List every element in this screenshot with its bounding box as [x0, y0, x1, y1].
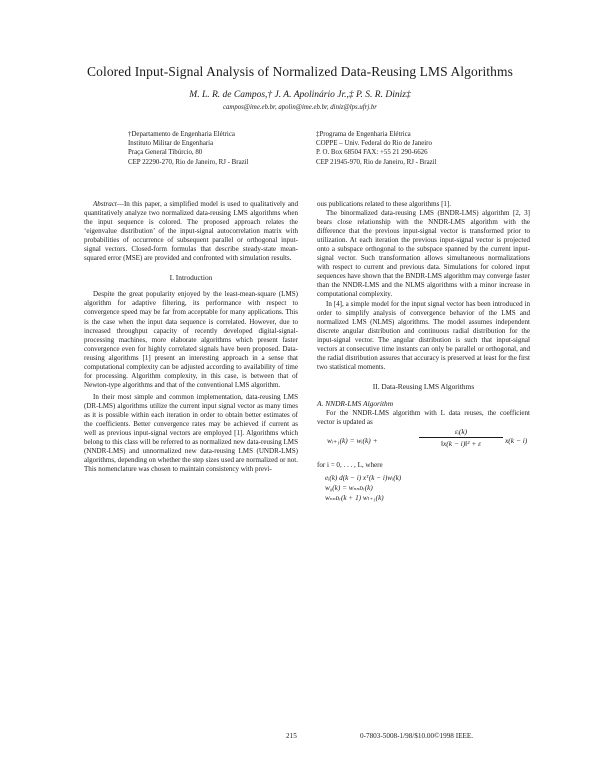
equation-line-error: eᵢ(k) d(k − i) xᵀ(k − i)wᵢ(k)	[325, 474, 402, 483]
abstract-label: Abstract	[93, 200, 117, 208]
affiliation-line: †Departamento de Engenharia Elétrica	[128, 131, 235, 138]
equation-tail: x(k − i)	[505, 436, 528, 446]
paper-title: Colored Input-Signal Analysis of Normalized Data-Reusing LMS Algorithms	[87, 64, 513, 79]
affiliation-line: Praça General Tibúrcio, 80	[128, 149, 203, 157]
equation-for-clause: for i = 0, . . . , L, where	[317, 461, 383, 470]
equation-line-update: wₙₙᴅᵣ(k + 1) wₗ₊₁(k)	[325, 494, 384, 503]
intro-paragraph-2: In their most simple and common implementation, data-reusing LMS (DR-LMS) algorithms utilize the current input signal vector as many times as it is possible within each iteration in order to obtain better estimates of the coefficients. Better convergence rates may be achieved if current as well as previous input-signal vectors are employed [1]. Algorithms which belong to this class will be referred to as normalized new data-reusing LMS (NNDR-LMS) and unnormalized new data-reusing LMS (UNDR-LMS) algorithms, depending on whether the step sizes used are normalized or not. This nomenclature was chosen to maintain consistency with previ-	[84, 392, 298, 474]
page-number: 215	[286, 732, 297, 740]
section-heading-introduction: I. Introduction	[169, 273, 213, 283]
right-paragraph-0: ous publications related to these algorithms [1].	[317, 200, 452, 208]
affiliation-right	[316, 130, 516, 167]
right-column	[317, 200, 530, 503]
equation-denominator: ‖x(k − i)‖² + ε	[440, 439, 482, 449]
copyright-notice: 0-7803-5008-1/98/$10.00©1998 IEEE.	[360, 732, 474, 740]
equation-fraction	[419, 427, 503, 448]
right-paragraph-3: For the NNDR-LMS algorithm with L data reuses, the coefficient vector is updated as	[317, 408, 530, 427]
right-paragraph-2: In [4], a simple model for the input signal vector has been introduced in order to simplify analysis of convergence behavior of the LMS and normalized LMS (NLMS) algorithms. The model assumes independent discrete angular distribution and continuous radial distribution for the input-signal vector. The angular distribution is such that input-signal vectors at consecutive time instants can only be parallel or orthogonal, and the radial distribution assures that accuracy is preserved at least for the first two statistical moments.	[317, 299, 530, 371]
author-emails: campos@ime.eb.br, apolin@ime.eb.br, diniz@lps.ufrj.br	[223, 104, 377, 111]
abstract-text: —In this paper, a simplified model is used to qualitatively and quantitatively analyze two normalized data-reusing LMS algorithms when the input sequence is colored. The proposed approach relates the ‘eigenvalue distribution’ of the input-signal autocorrelation matrix with probabilities of occurrence of subsequent parallel or orthogonal input-signal vectors. Closed-form formulas that describe steady-state mean-squared error (MSE) are provided and confronted with simulation results.	[84, 200, 298, 263]
affiliation-line: P. O. Box 68504 FAX: +55 21 290-6626	[316, 149, 428, 157]
paper-authors: M. L. R. de Campos,† J. A. Apolinário Jr.,‡ P. S. R. Diniz‡	[189, 90, 411, 100]
affiliation-line: Instituto Militar de Engenharia	[128, 140, 214, 148]
right-paragraph-1: The binormalized data-reusing LMS (BNDR-LMS) algorithm [2, 3] bears close relationship with the NNDR-LMS algorithm with the difference that the previous input-signal vector is transformed prior to utilization. At each iteration the previous input-signal vector is projected onto a subspace orthogonal to the subspace spanned by the current input-signal vector. Such transformation allows simultaneous normalizations with respect to current and previous data. Simulations for colored input sequences have shown that the BNDR-LMS algorithm may converge faster than the NNDR-LMS and the NLMS algorithms with a minor increase in computational complexity.	[317, 209, 530, 299]
intro-paragraph-1: Despite the great popularity enjoyed by the least-mean-square (LMS) algorithm for adaptive filtering, its performance with respect to convergence speed may be far from acceptable for many applications. This is the case when the input data sequence is correlated. However, due to increased throughput capacity of recently developed digital-signal-processing machines, more elaborate algorithms which present faster convergence even for highly correlated signals have been proposed. Data-reusing algorithms [1] present an interesting approach in a sense that computational complexity can be adjusted according to availability of time for processing. Algorithm complexity, in this case, is between that of Newton-type algorithms and that of the conventional LMS algorithm.	[84, 290, 298, 389]
affiliation-line: CEP 22290-270, Rio de Janeiro, RJ - Brazil	[128, 158, 249, 166]
affiliation-line: COPPE – Univ. Federal do Rio de Janeiro	[316, 140, 432, 148]
abstract	[84, 200, 298, 263]
affiliation-line: CEP 21945-970, Rio de Janeiro, RJ - Brazil	[316, 158, 437, 166]
equation-numerator: εᵢ(k)	[419, 427, 503, 438]
affiliation-left	[128, 130, 318, 167]
equation-line-init: w₀(k) = wₙₙᴅᵣ(k)	[325, 484, 373, 493]
subsection-heading-nndr: A. NNDR-LMS Algorithm	[317, 398, 394, 408]
update-equation	[317, 427, 530, 457]
left-column	[84, 200, 298, 474]
section-heading-data-reusing: II. Data-Reusing LMS Algorithms	[372, 381, 475, 391]
equation-lhs: wᵢ₊₁(k) = wᵢ(k) +	[327, 436, 378, 446]
affiliation-line: ‡Programa de Engenharia Elétrica	[316, 131, 411, 138]
